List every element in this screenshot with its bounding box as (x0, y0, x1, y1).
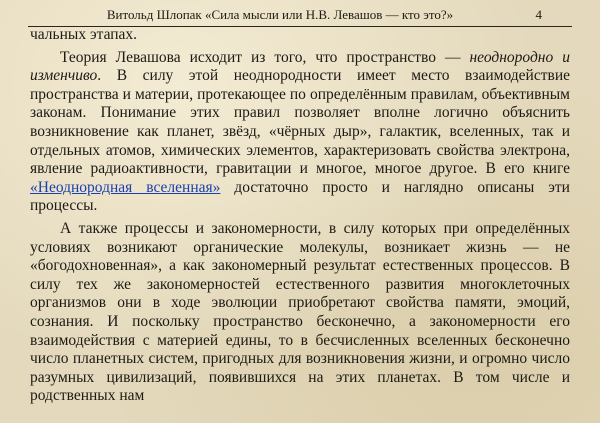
paragraph-text: . В силу этой неоднородности имеет место взаимодействие пространства и материи, протекающее по определённым правилам, объективным законам. Понимание этих правил позволяет вполне логично объяснить возникновение как планет, звёзд, «чёрных дыр», галактик, вселенных, так и отдельных атомов, химических элементов, характеризовать свойства электрона, явление радиоактивности, гравитации и многое, многое другое. В его книге (30, 67, 570, 178)
paragraph-continuation (30, 26, 570, 45)
paragraph-theory (30, 49, 570, 216)
emphasis-text: неоднородно и изменчиво (30, 48, 570, 85)
page-body (30, 26, 570, 406)
running-title: Витольд Шлопак «Сила мысли или Н.В. Левашов — кто это?» (106, 7, 454, 22)
paragraph-text: чальных этапах. (30, 26, 138, 43)
book-link[interactable]: «Неоднородная вселенная» (30, 178, 221, 196)
running-header (28, 4, 572, 27)
paragraph-text: Теория Левашова исходит из того, что пространство — (60, 48, 470, 66)
page-number: 4 (535, 7, 542, 22)
paragraph-text: достаточно просто и наглядно описаны эти процессы. (30, 178, 570, 215)
paragraph-text: А также процессы и закономерности, в силу которых при определённых условиях возникают органические молекулы, возникает жизнь — не «богодохновенная», а как закономерный результат естественных процессов. В силу тех же закономерностей естественного развития многоклеточных организмов они в ходе эволюции приобретают свойства памяти, эмоций, сознания. И поскольку пространство бесконечно, а закономерности его взаимодействия с материей едины, то в бесчисленных вселенных бесконечно число планетных систем, пригодных для возникновения жизни, и огромно число разумных цивилизаций, появившихся на этих планетах. В том числе и родственных нам (30, 219, 570, 405)
paragraph-life (30, 220, 570, 406)
